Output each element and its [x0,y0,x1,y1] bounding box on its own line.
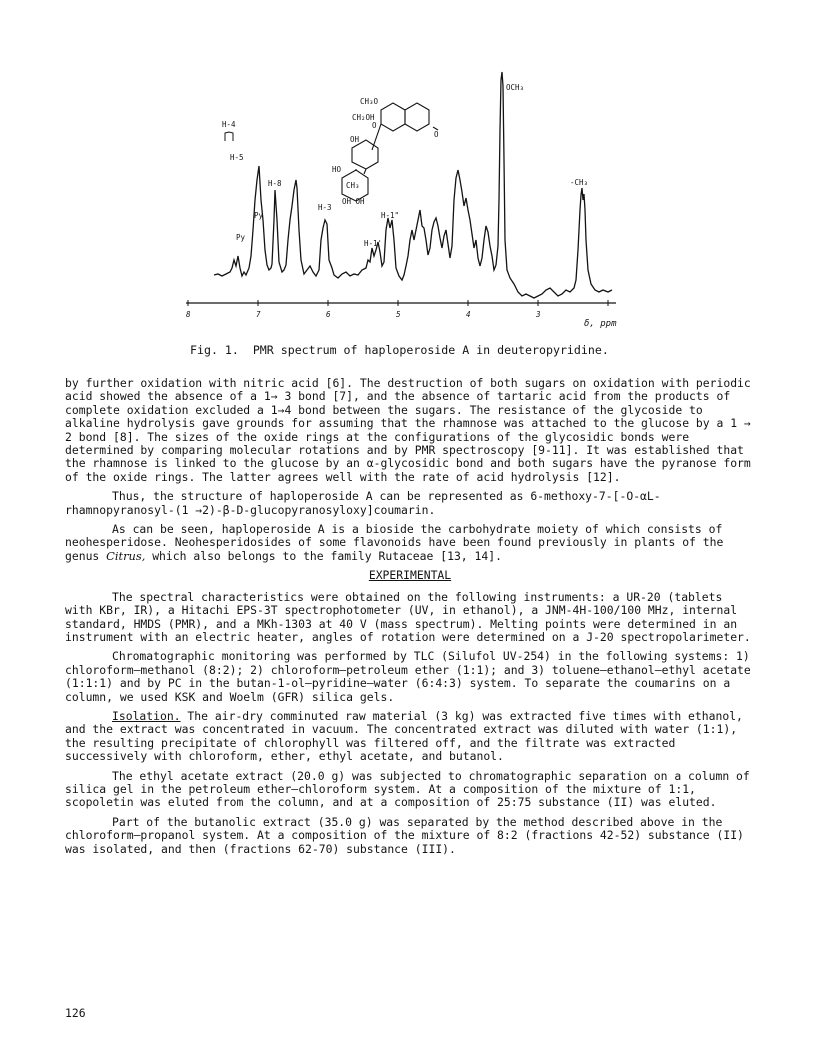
peak-label-h4: H-4 [222,120,236,129]
h4-bracket [225,132,233,141]
body-text [65,377,755,862]
peak-label-h5: H-5 [230,153,244,162]
struct-ho: HO [332,165,342,174]
peak-label-h1pp: H-1" [381,211,400,220]
paragraph-4: The spectral characteristics were obtained on the following instruments: a UR-20 (tablets with KBr, IR), a Hitachi EPS-3T spectrophotometer (UV, in ethanol), a JNM-4H-100/100 MHz, internal standard, HMDS (PMR), and a MKh-1303 at 40 V (mass spectrum). Melting points were determined in an instrument with an electric heater, angles of rotation were determined on a J-20 spectropolarimeter. [65,589,751,644]
struct-ch3o: CH₃O [360,97,379,106]
tick-label-7: 7 [256,310,261,319]
paragraph-8: Part of the butanolic extract (35.0 g) was separated by the method described above in the chloroform—propanol system. At a composition of the mixture of 8:2 (fractions 42-52) substance (II) was isolated, and then (fractions 62-70) substance (III). [65,814,744,856]
genus-name: Citrus, [106,548,146,563]
pmr-spectrum-figure [176,70,646,340]
struct-oh-bottom: OH OH [342,197,365,206]
struct-ch2oh: CH₂OH [352,113,375,122]
paragraph-3-text-a: As can be seen, haploperoside A is a bioside the carbohydrate moiety of which consists of neohesperidose. Neohesperidosides of some flavonoids have been found previously in plants of the genus [65,522,724,563]
peak-label-py2: Py [254,211,264,220]
page-number: 126 [65,1006,86,1020]
paragraph-6 [65,710,755,764]
peak-label-py1: Py [236,233,246,242]
struct-o-lactone: O [434,130,439,139]
paragraph-6-text: The air-dry comminuted raw material (3 kg) was extracted five times with ethanol, and the extract was concentrated in vacuum. The concentrated extract was diluted with water (1:1), the resulting precipitate of chlorophyll was filtered off, and the filtrate was extracted successively with chloroform, ether, ethyl acetate, and butanol. [65,708,743,764]
benzene-ring [381,103,405,131]
struct-ch3-sugar: CH₃ [346,181,360,190]
struct-oh: OH [350,135,360,144]
section-heading [65,569,755,582]
heading-experimental: EXPERIMENTAL [368,568,452,583]
figure-caption: Fig. 1. PMR spectrum of haploperoside A in deuteropyridine. [190,343,609,357]
peak-label-h1p: H-1' [364,239,383,248]
tick-label-4: 4 [466,310,471,319]
paragraph-3 [65,523,755,563]
paragraph-7: The ethyl acetate extract (20.0 g) was subjected to chromatographic separation on a column of silica gel in the petroleum ether—chloroform system. At a composition of the mixture of 1:1, scopoletin was eluted from the column, and at a composition of 25:75 substance (II) was eluted. [65,768,750,810]
pmr-spectrum-svg [176,70,646,340]
axis-unit: δ, ppm [584,319,617,329]
paragraph-5: Chromatographic monitoring was performed by TLC (Silufol UV-254) in the following systems: 1) chloroform—methanol (8:2); 2) chloroform—petroleum ether (1:1); and 3) toluene—ethanol—ethyl acetate (1:1:1) and by PC in the butan-1-ol—pyridine—water (6:4:3) system. To separate the coumarins on a column, we used KSK and Woelm (GFR) silica gels. [65,649,751,704]
tick-label-5: 5 [396,310,401,319]
pyrone-ring [405,103,429,131]
tick-label-3: 3 [536,310,541,319]
peak-label-h8: H-8 [268,179,282,188]
paragraph-2: Thus, the structure of haploperoside A can be represented as 6-methoxy-7-[-O-αL-rhamnopyranosyl-(1 →2)-β-D-glucopyranosyloxy]coumarin. [65,489,661,517]
paragraph-1: by further oxidation with nitric acid [6]. The destruction of both sugars on oxidation with periodic acid showed the absence of a 1→ 3 bond [7], and the absence of tartaric acid from the products of complete oxidation excluded a 1→4 bond between the sugars. The resistance of the glycoside to alkaline hydrolysis gave grounds for assuming that the rhamnose was attached to the glucose by a 1 → 2 bond [8]. The sizes of the oxide rings at the configurations of the glycosidic bonds were determined by comparing molecular rotations and by PMR spectroscopy [9-11]. It was established that the rhamnose is linked to the glucose by an α-glycosidic bond and both sugars have the pyranose form of the oxide rings. The latter agrees well with the rate of acid hydrolysis [12]. [65,376,751,484]
isolation-label: Isolation. [112,708,181,723]
peak-label-ch3: -CH₃ [570,178,589,187]
tick-label-8: 8 [186,310,191,319]
peak-label-h3: H-3 [318,203,332,212]
peak-label-och3: OCH₃ [506,83,525,92]
struct-o-ring: O [372,121,377,130]
paragraph-3-text-b: which also belongs to the family Rutaceae [13, 14]. [145,548,502,563]
tick-label-6: 6 [326,310,331,319]
